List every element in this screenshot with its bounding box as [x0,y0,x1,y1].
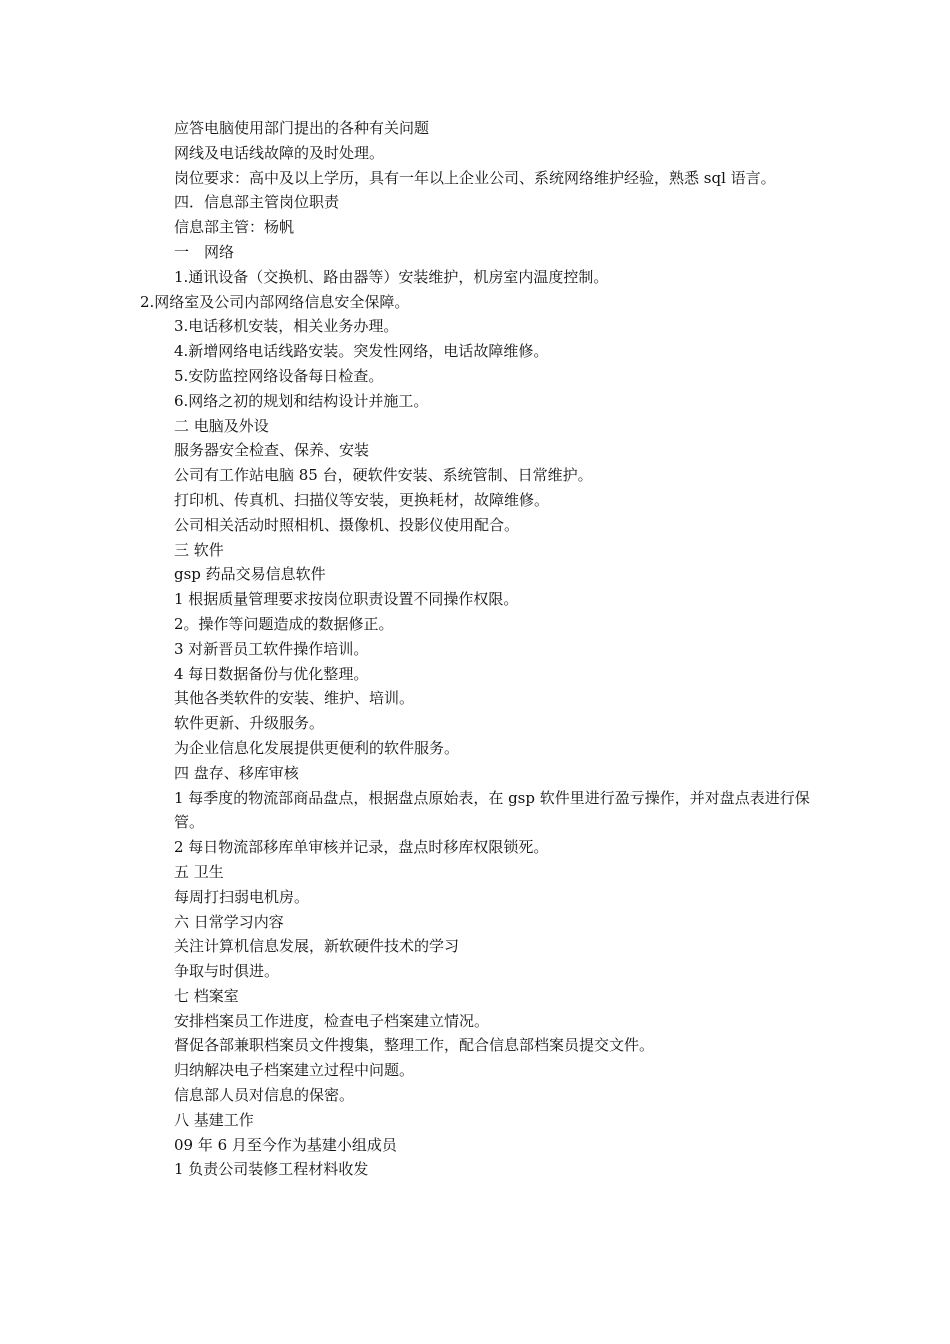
text-line: 四．信息部主管岗位职责 [174,193,340,212]
text-line: 2。操作等问题造成的数据修正。 [174,614,394,633]
text-line: 信息部主管：杨帆 [174,218,295,237]
text-line: 5.安防监控网络设备每日检查。 [174,366,384,385]
text-line: 3 对新晋员工软件操作培训。 [174,639,369,658]
text-line: 1 每季度的物流部商品盘点，根据盘点原始表，在 gsp 软件里进行盈亏操作，并对盘点表进行保管。 [174,788,810,832]
text-line: 为企业信息化发展提供更便利的软件服务。 [174,738,460,757]
text-line: 1 负责公司装修工程材料收发 [174,1160,369,1179]
text-line: 打印机、传真机、扫描仪等安装，更换耗材，故障维修。 [174,490,550,509]
text-line: 信息部人员对信息的保密。 [174,1086,355,1105]
text-line: 督促各部兼职档案员文件搜集，整理工作，配合信息部档案员提交文件。 [174,1036,655,1055]
text-line: 争取与时俱进。 [174,962,280,981]
text-line: 安排档案员工作进度，检查电子档案建立情况。 [174,1011,490,1030]
text-line: 应答电脑使用部门提出的各种有关问题 [174,119,430,137]
text-line: 其他各类软件的安装、维护、培训。 [174,689,415,708]
text-line: gsp 药品交易信息软件 [174,565,326,584]
text-line: 1 根据质量管理要求按岗位职责设置不同操作权限。 [174,590,519,609]
text-line: 3.电话移机安装，相关业务办理。 [174,317,399,336]
text-line: 1.通讯设备（交换机、路由器等）安装维护，机房室内温度控制。 [174,267,609,286]
text-line: 每周打扫弱电机房。 [174,887,310,906]
text-line: 一 网络 [174,242,235,261]
text-line: 五 卫生 [174,862,224,881]
text-line: 6.网络之初的规划和结构设计并施工。 [174,391,429,410]
text-line: 服务器安全检查、保养、安装 [174,441,370,460]
text-line: 09 年 6 月至今作为基建小组成员 [174,1135,397,1154]
text-line: 八 基建工作 [174,1110,254,1129]
text-line: 公司有工作站电脑 85 台，硬软件安装、系统管制、日常维护。 [174,466,593,485]
text-line: 2 每日物流部移库单审核并记录，盘点时移库权限锁死。 [174,838,549,857]
document-body [140,116,816,1182]
text-line: 关注计算机信息发展，新软硬件技术的学习 [174,937,460,956]
text-line: 三 软件 [174,540,224,559]
text-line: 4.新增网络电话线路安装。突发性网络，电话故障维修。 [174,342,549,361]
text-line: 2.网络室及公司内部网络信息安全保障。 [140,292,410,311]
text-line: 归纳解决电子档案建立过程中问题。 [174,1061,415,1080]
text-line: 四 盘存、移库审核 [174,763,299,782]
text-line: 4 每日数据备份与优化整理。 [174,664,369,683]
text-line: 公司相关活动时照相机、摄像机、投影仪使用配合。 [174,515,520,534]
text-line: 岗位要求：高中及以上学历，具有一年以上企业公司、系统网络维护经验，熟悉 sql 语言。 [174,168,776,187]
text-line: 二 电脑及外设 [174,416,269,435]
text-line: 六 日常学习内容 [174,912,284,931]
text-line: 七 档案室 [174,986,239,1005]
text-line: 软件更新、升级服务。 [174,714,325,733]
text-line: 网线及电话线故障的及时处理。 [174,143,385,162]
